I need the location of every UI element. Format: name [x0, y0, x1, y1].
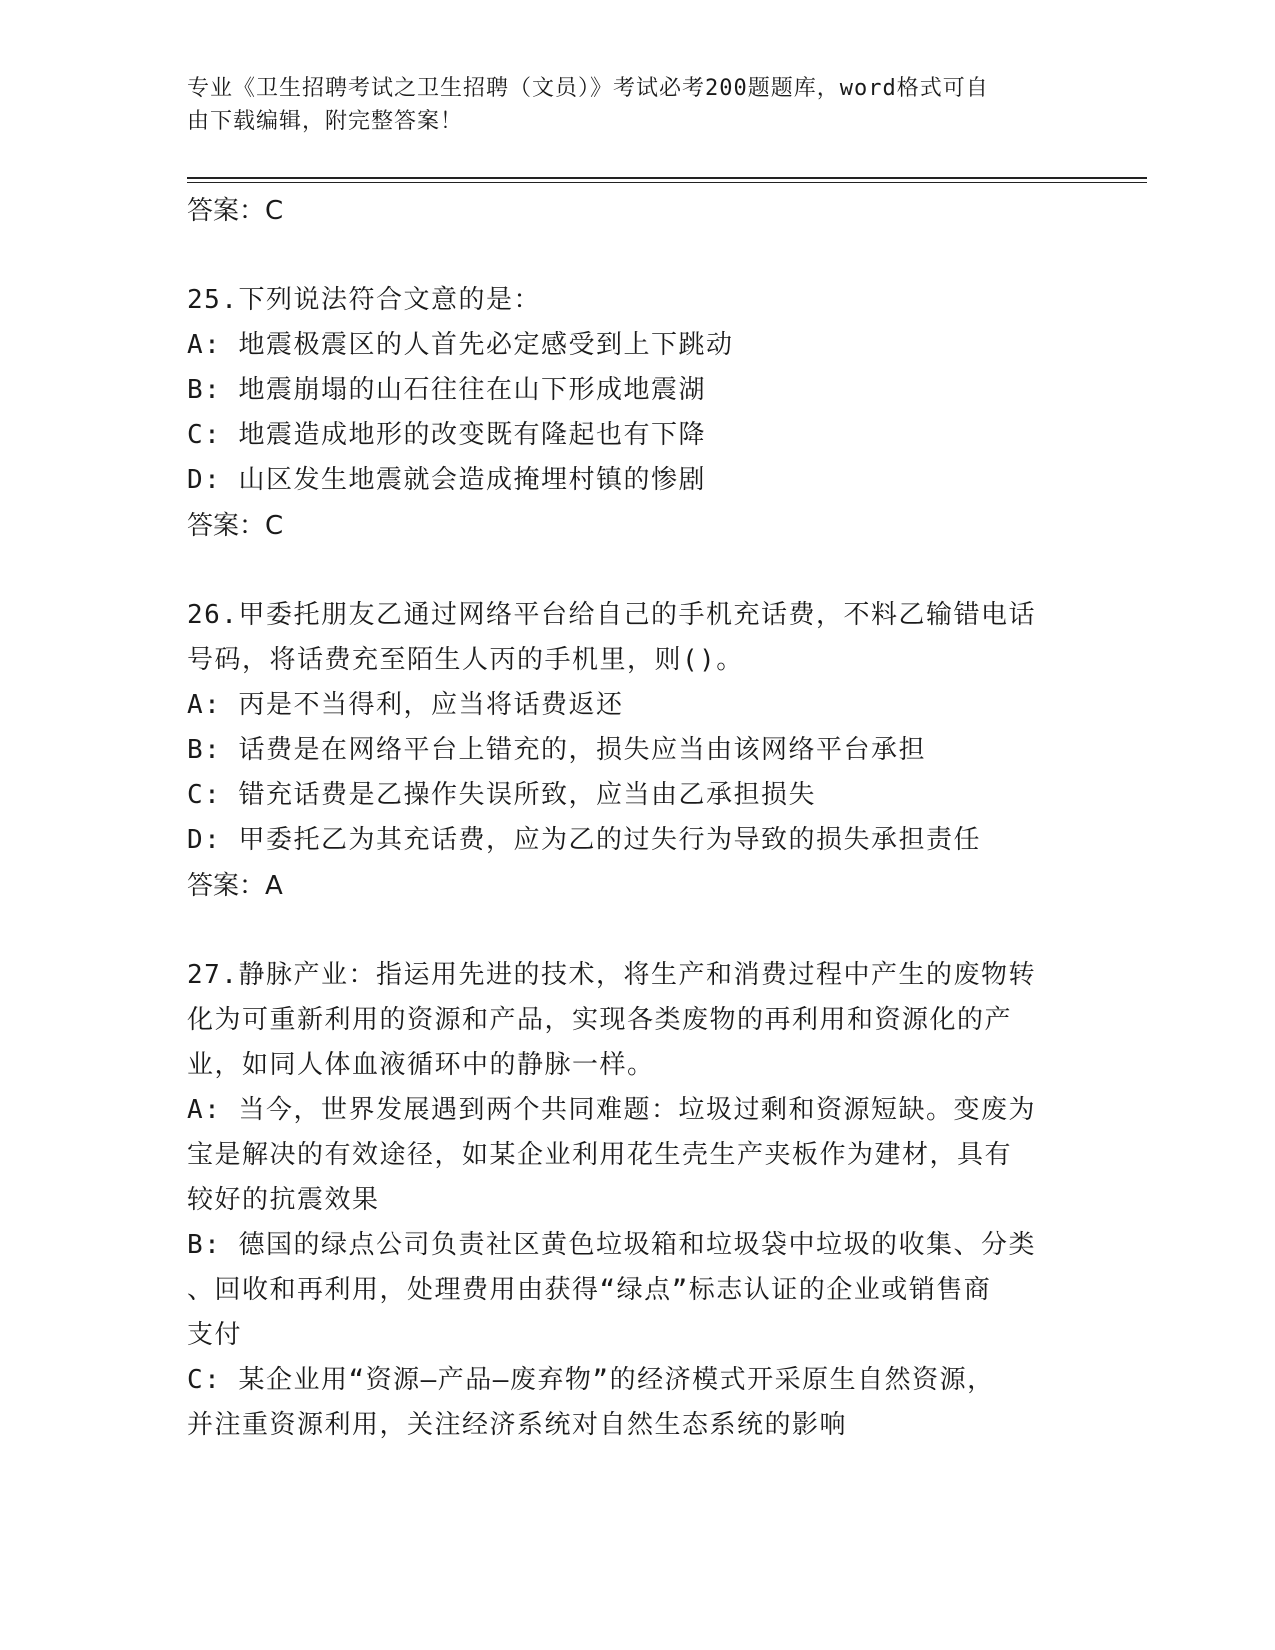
question-25: [187, 278, 1067, 549]
question-stem-line: 号码，将话费充至陌生人丙的手机里，则()。: [187, 645, 744, 675]
document-body: [187, 188, 1067, 1448]
question-27: [187, 953, 1067, 1448]
option-b: B: 德国的绿点公司负责社区黄色垃圾箱和垃圾袋中垃圾的收集、分类: [187, 1230, 1036, 1260]
option-c: C: 错充话费是乙操作失误所致，应当由乙承担损失: [187, 780, 816, 810]
option-b: B: 话费是在网络平台上错充的，损失应当由该网络平台承担: [187, 735, 926, 765]
option-a-cont: 宝是解决的有效途径，如某企业利用花生壳生产夹板作为建材，具有: [187, 1140, 1013, 1170]
answer: 答案：A: [187, 871, 283, 901]
header-line-2: 由下载编辑，附完整答案！: [187, 109, 464, 134]
answer: 答案：C: [187, 511, 284, 541]
question-stem-line: 化为可重新利用的资源和产品，实现各类废物的再利用和资源化的产: [187, 1005, 1013, 1035]
option-b: B: 地震崩塌的山石往往在山下形成地震湖: [187, 375, 706, 405]
option-a: A: 当今，世界发展遇到两个共同难题：垃圾过剩和资源短缺。变废为: [187, 1095, 1036, 1125]
option-c: C: 地震造成地形的改变既有隆起也有下降: [187, 420, 706, 450]
header-line-1: 专业《卫生招聘考试之卫生招聘（文员）》考试必考200题题库，word格式可自: [187, 76, 989, 101]
option-a: A: 丙是不当得利，应当将话费返还: [187, 690, 624, 720]
previous-answer: 答案：C: [187, 196, 284, 226]
option-b-cont: 支付: [187, 1320, 243, 1350]
question-stem-line: 业，如同人体血液循环中的静脉一样。: [187, 1050, 655, 1080]
option-c: C: 某企业用“资源—产品—废弃物”的经济模式开采原生自然资源，: [187, 1365, 995, 1395]
question-stem-line: 27.静脉产业：指运用先进的技术，将生产和消费过程中产生的废物转: [187, 960, 1036, 990]
option-d: D: 甲委托乙为其充话费，应为乙的过失行为导致的损失承担责任: [187, 825, 981, 855]
option-b-cont: 、回收和再利用，处理费用由获得“绿点”标志认证的企业或销售商: [187, 1275, 992, 1305]
option-c-cont: 并注重资源利用，关注经济系统对自然生态系统的影响: [187, 1410, 848, 1440]
question-stem-line: 26.甲委托朋友乙通过网络平台给自己的手机充话费，不料乙输错电话: [187, 600, 1036, 630]
option-a: A: 地震极震区的人首先必定感受到上下跳动: [187, 330, 734, 360]
option-d: D: 山区发生地震就会造成掩埋村镇的惨剧: [187, 465, 706, 495]
header-rule-thin: [187, 182, 1147, 183]
document-header: [187, 72, 1067, 138]
question-26: [187, 593, 1067, 909]
option-a-cont: 较好的抗震效果: [187, 1185, 380, 1215]
header-rule-thick: [187, 177, 1147, 179]
question-stem-line: 25.下列说法符合文意的是：: [187, 285, 541, 315]
